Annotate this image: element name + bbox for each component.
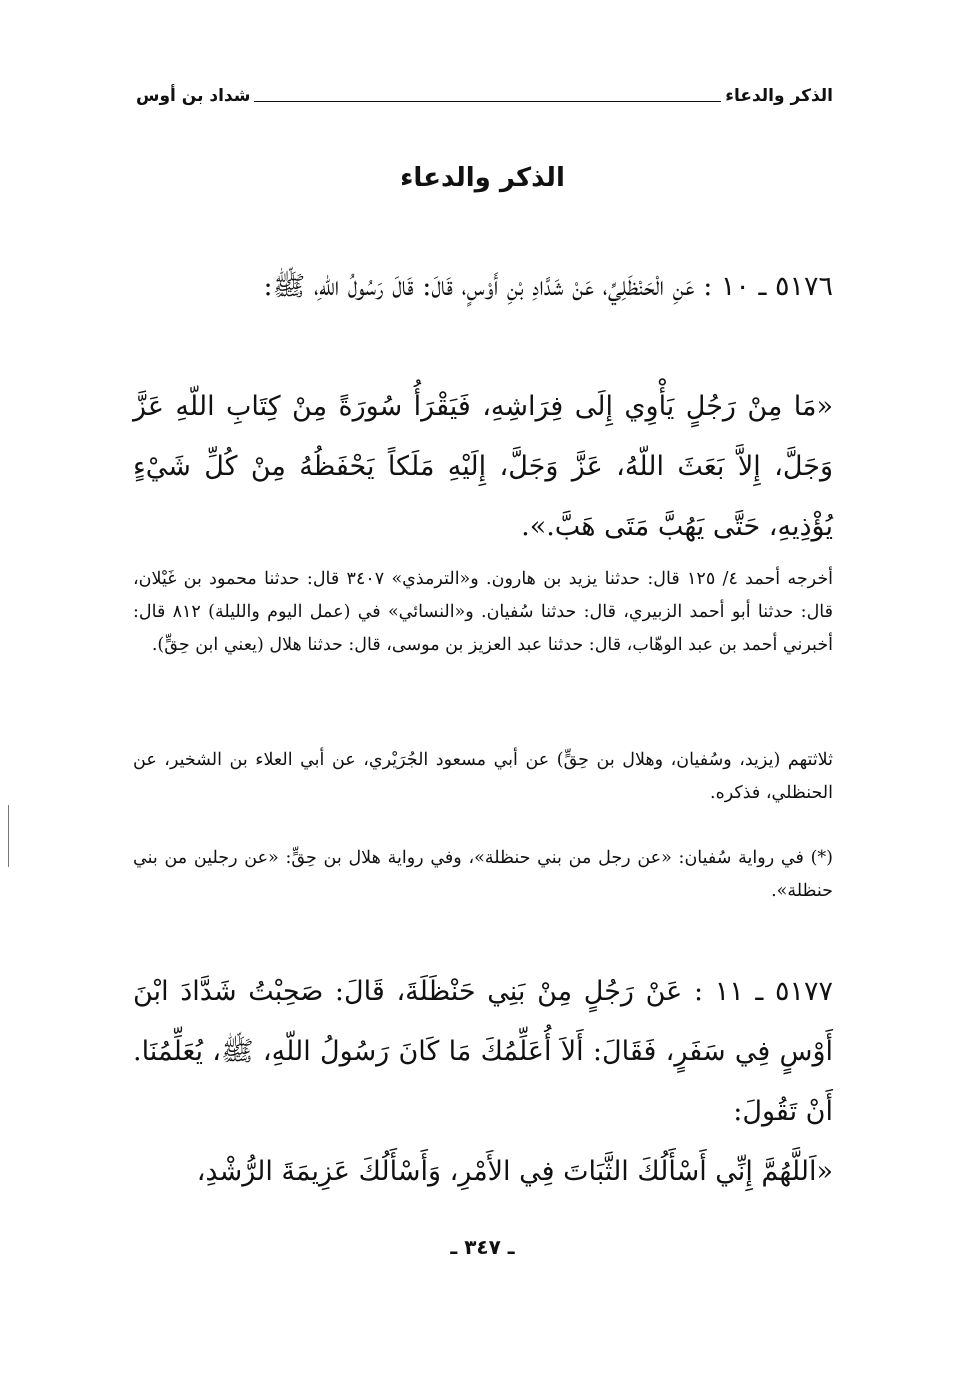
page-title: الذكر والدعاء: [400, 163, 565, 193]
header-chapter-title: شداد بن أوس: [136, 86, 254, 106]
variant-remark: (*) في رواية سُفيان: «عن رجل من بني حنظلة»، وفي رواية هلال بن حِقٍّ: «عن رجلين من بني حنظلة».: [133, 848, 833, 901]
takhrij-paragraph: أخرجه أحمد ٤/ ١٢٥ قال: حدثنا يزيد بن هارون. و«الترمذي» ٣٤٠٧ قال: حدثنا محمود بن غَيْلان، قال: حدثنا أبو أحمد الزبيري، قال: حدثنا سُفيان. و«النسائي» في (عمل اليوم والليلة) ٨١٢ قال: أخبرني أحمد بن عبد الوهّاب، قال: حدثنا عبد العزيز بن موسى، قال: حدثنا هلال (يعني ابن حِقٍّ).: [133, 569, 833, 655]
chain-paragraph: ثلاثتهم (يزيد، وسُفيان، وهلال بن حِقٍّ) عن أبي مسعود الجُرَيْري، عن أبي العلاء بن الشخير، عن الحنظلي، فذكره.: [133, 750, 833, 803]
header-rule: [236, 101, 733, 102]
hadith-5177-text: «اَللَّهُمَّ إِنِّي أَسْأَلُكَ الثَّبَاتَ فِي الأَمْرِ، وَأَسْأَلُكَ عَزِيمَةَ الرُّشْدِ،: [196, 1156, 833, 1187]
hadith-5176-text: «مَا مِنْ رَجُلٍ يَأْوِي إِلَى فِرَاشِهِ، فَيَقْرَأُ سُورَةً مِنْ كِتَابِ اللّهِ عَزَّ وَجَلَّ، إِلاَّ بَعَثَ اللّهُ، عَزَّ وَجَلَّ، إِلَيْهِ مَلَكاً يَحْفَظُهُ مِنْ كُلِّ شَيْءٍ يُؤْذِيهِ، حَتَّى يَهُبَّ مَتَى هَبَّ.».: [133, 391, 833, 542]
hadith-5176-intro: ٥١٧٦ ـ ١٠ : عَنِ الْحَنْظَلِيِّ، عَنْ شَدَّادِ بْنِ أَوْسٍ، قَالَ: قَالَ رَسُولُ اللّهِ، ﷺ:: [263, 271, 833, 302]
running-header: [136, 86, 833, 110]
hadith-5177-intro: ٥١٧٧ ـ ١١ : عَنْ رَجُلٍ مِنْ بَنِي حَنْظَلَةَ، قَالَ: صَحِبْتُ شَدَّادَ ابْنَ أَوْسٍ فِي سَفَرٍ، فَقَالَ: أَلاَ أُعَلِّمُكَ مَا كَانَ رَسُولُ اللّهِ، ﷺ، يُعَلِّمُنَا. أَنْ تَقُولَ:: [133, 976, 834, 1127]
header-section-title: الذكر والدعاء: [721, 86, 833, 106]
page-number: ـ ٣٤٧ ـ: [450, 1235, 515, 1259]
scan-margin-line: [8, 805, 9, 867]
